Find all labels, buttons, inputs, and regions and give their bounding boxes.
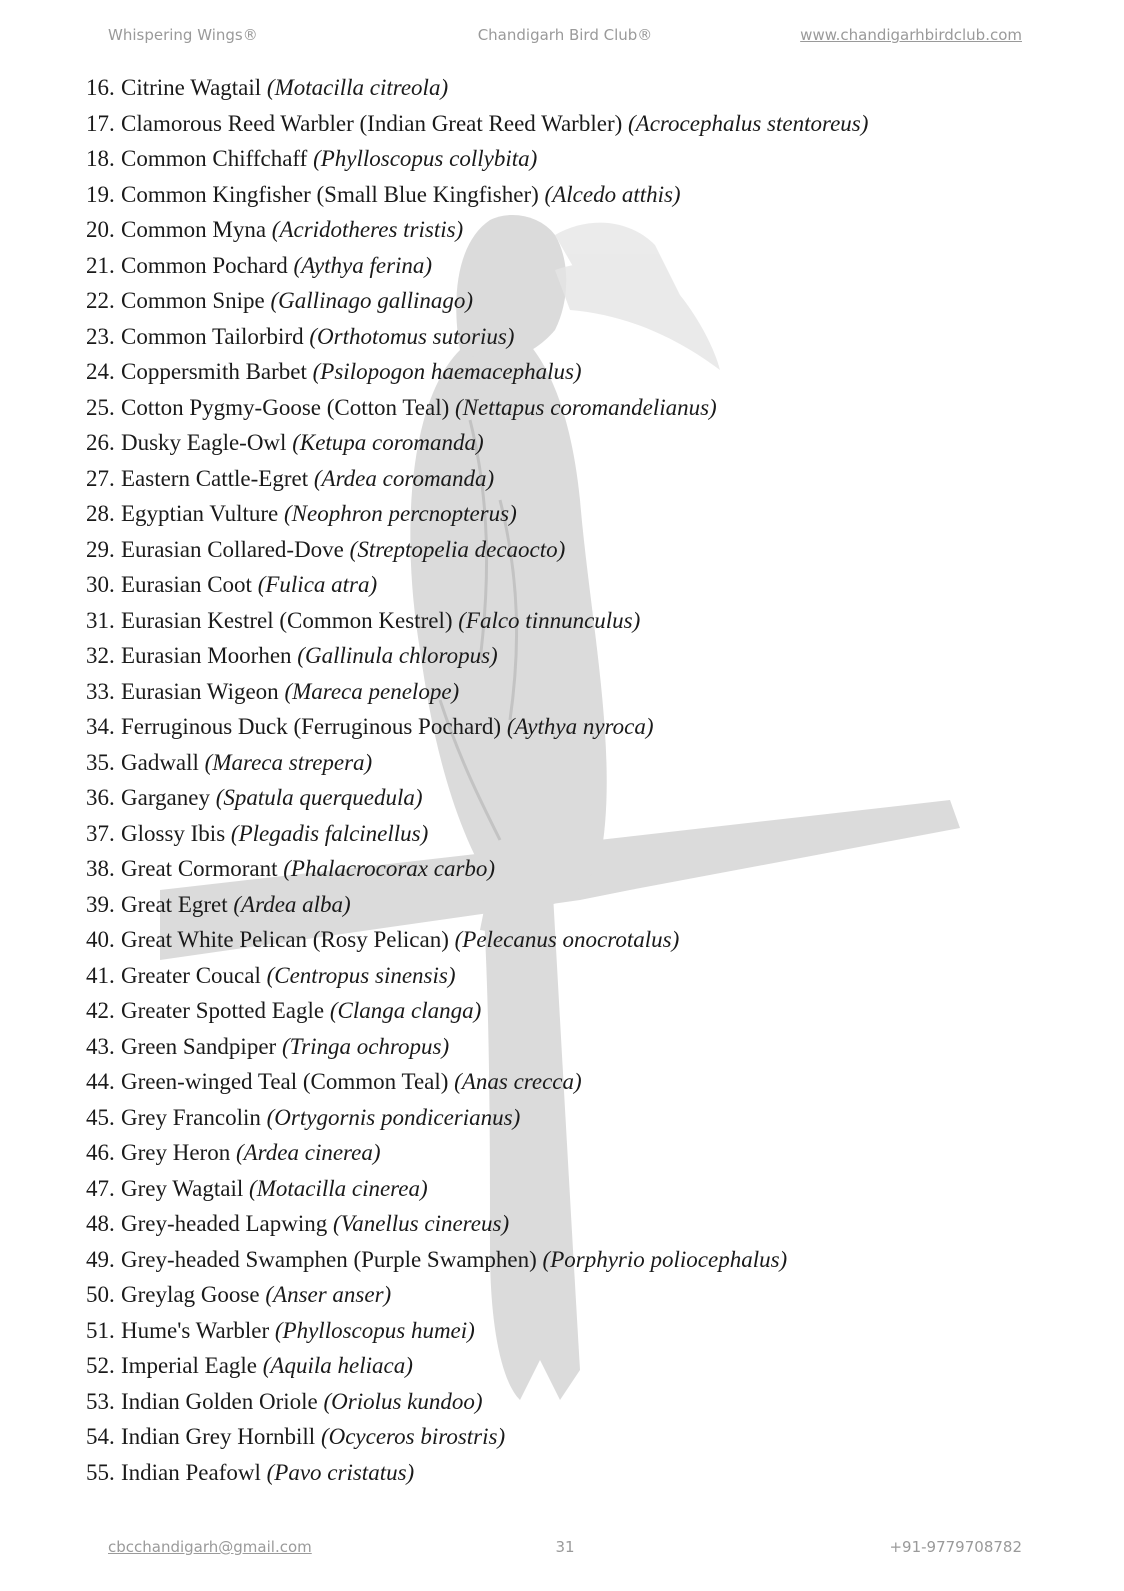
list-item <box>86 390 1086 426</box>
item-number: 45. <box>86 1104 115 1130</box>
common-name: Glossy Ibis <box>121 820 226 846</box>
scientific-name: (Mareca penelope) <box>284 678 460 704</box>
item-number: 22. <box>86 288 115 313</box>
scientific-name: (Acrocephalus stentoreus) <box>628 110 869 136</box>
list-item <box>86 461 1086 497</box>
scientific-name: (Ortygornis pondicerianus) <box>266 1104 521 1130</box>
item-number: 35. <box>86 749 115 775</box>
scientific-name: (Phylloscopus humei) <box>274 1317 475 1343</box>
item-number: 21. <box>86 252 115 278</box>
common-name: Indian Grey Hornbill <box>121 1424 316 1449</box>
list-item <box>86 141 1086 177</box>
item-number: 19. <box>86 181 115 207</box>
item-number: 31. <box>86 607 115 633</box>
bird-species-list <box>86 70 1086 1490</box>
common-name: Grey Francolin <box>121 1104 261 1130</box>
common-name: Greater Coucal <box>121 962 261 988</box>
header-website-link[interactable]: www.chandigarhbirdclub.com <box>800 26 1022 44</box>
scientific-name: (Aythya ferina) <box>293 252 433 278</box>
list-item <box>86 1171 1086 1207</box>
list-item <box>86 248 1086 284</box>
scientific-name: (Aquila heliaca) <box>262 1353 413 1378</box>
scientific-name: (Nettapus coromandelianus) <box>455 394 717 420</box>
scientific-name: (Gallinula chloropus) <box>297 643 498 668</box>
item-number: 30. <box>86 572 115 597</box>
item-number: 41. <box>86 962 115 988</box>
common-name: Eurasian Wigeon <box>121 678 279 704</box>
scientific-name: (Ketupa coromanda) <box>292 430 484 455</box>
common-name: Greater Spotted Eagle <box>121 998 325 1023</box>
list-item <box>86 1313 1086 1349</box>
item-number: 38. <box>86 856 115 881</box>
scientific-name: (Pelecanus onocrotalus) <box>454 927 680 952</box>
list-item <box>86 1384 1086 1420</box>
common-name: Common Kingfisher (Small Blue Kingfisher) <box>121 181 539 207</box>
list-item <box>86 887 1086 923</box>
common-name: Grey Wagtail <box>121 1175 244 1201</box>
common-name: Coppersmith Barbet <box>121 359 307 384</box>
item-number: 40. <box>86 927 115 952</box>
scientific-name: (Psilopogon haemacephalus) <box>312 359 582 384</box>
scientific-name: (Aythya nyroca) <box>506 714 654 739</box>
list-item <box>86 1348 1086 1384</box>
item-number: 26. <box>86 430 115 455</box>
common-name: Clamorous Reed Warbler (Indian Great Reed Warbler) <box>121 110 623 136</box>
list-item <box>86 1135 1086 1171</box>
list-item <box>86 958 1086 994</box>
scientific-name: (Ardea cinerea) <box>235 1140 381 1165</box>
list-item <box>86 745 1086 781</box>
list-item <box>86 1029 1086 1065</box>
common-name: Common Myna <box>121 217 267 242</box>
scientific-name: (Porphyrio poliocephalus) <box>542 1246 788 1272</box>
scientific-name: (Anser anser) <box>265 1282 392 1307</box>
common-name: Great White Pelican (Rosy Pelican) <box>121 927 449 952</box>
list-item <box>86 283 1086 319</box>
common-name: Citrine Wagtail <box>121 75 262 100</box>
scientific-name: (Spatula querquedula) <box>215 785 423 810</box>
scientific-name: (Fulica atra) <box>257 572 378 597</box>
item-number: 33. <box>86 678 115 704</box>
item-number: 16. <box>86 75 115 100</box>
scientific-name: (Mareca strepera) <box>204 749 373 775</box>
scientific-name: (Ocyceros birostris) <box>320 1424 506 1449</box>
item-number: 23. <box>86 323 115 349</box>
common-name: Great Egret <box>121 891 228 917</box>
item-number: 52. <box>86 1353 115 1378</box>
list-item <box>86 532 1086 568</box>
item-number: 36. <box>86 785 115 810</box>
header-club-name: Chandigarh Bird Club® <box>477 26 653 44</box>
item-number: 49. <box>86 1246 115 1272</box>
page-footer <box>108 1538 1022 1562</box>
common-name: Eurasian Moorhen <box>121 643 292 668</box>
item-number: 25. <box>86 394 115 420</box>
list-item <box>86 425 1086 461</box>
common-name: Eurasian Kestrel (Common Kestrel) <box>121 607 453 633</box>
common-name: Gadwall <box>121 749 199 775</box>
scientific-name: (Oriolus kundoo) <box>323 1388 483 1414</box>
item-number: 24. <box>86 359 115 384</box>
common-name: Greylag Goose <box>121 1282 260 1307</box>
common-name: Common Chiffchaff <box>121 146 308 171</box>
header-publication-title: Whispering Wings® <box>108 26 258 44</box>
item-number: 18. <box>86 146 115 171</box>
scientific-name: (Orthotomus sutorius) <box>309 323 515 349</box>
page-header <box>108 26 1022 50</box>
item-number: 42. <box>86 998 115 1023</box>
common-name: Dusky Eagle-Owl <box>121 430 287 455</box>
scientific-name: (Anas crecca) <box>454 1069 582 1094</box>
item-number: 44. <box>86 1069 115 1094</box>
list-item <box>86 1206 1086 1242</box>
scientific-name: (Alcedo atthis) <box>544 181 681 207</box>
list-item <box>86 851 1086 887</box>
list-item <box>86 674 1086 710</box>
list-item <box>86 496 1086 532</box>
common-name: Grey-headed Lapwing <box>121 1211 328 1236</box>
scientific-name: (Clanga clanga) <box>329 998 482 1023</box>
item-number: 28. <box>86 501 115 526</box>
item-number: 43. <box>86 1033 115 1059</box>
scientific-name: (Centropus sinensis) <box>266 962 456 988</box>
item-number: 54. <box>86 1424 115 1449</box>
scientific-name: (Phylloscopus collybita) <box>313 146 538 171</box>
common-name: Grey-headed Swamphen (Purple Swamphen) <box>121 1246 537 1272</box>
common-name: Green Sandpiper <box>121 1033 277 1059</box>
item-number: 32. <box>86 643 115 668</box>
common-name: Common Pochard <box>121 252 288 278</box>
scientific-name: (Phalacrocorax carbo) <box>283 856 496 881</box>
list-item <box>86 212 1086 248</box>
list-item <box>86 567 1086 603</box>
common-name: Garganey <box>121 785 210 810</box>
common-name: Ferruginous Duck (Ferruginous Pochard) <box>121 714 502 739</box>
common-name: Eastern Cattle-Egret <box>121 465 309 491</box>
common-name: Imperial Eagle <box>121 1353 258 1378</box>
list-item <box>86 177 1086 213</box>
list-item <box>86 1100 1086 1136</box>
scientific-name: (Tringa ochropus) <box>281 1033 450 1059</box>
scientific-name: (Streptopelia decaocto) <box>349 536 566 562</box>
page-number: 31 <box>555 1538 575 1556</box>
list-item <box>86 603 1086 639</box>
item-number: 53. <box>86 1388 115 1414</box>
item-number: 55. <box>86 1459 115 1485</box>
scientific-name: (Pavo cristatus) <box>266 1459 415 1485</box>
scientific-name: (Gallinago gallinago) <box>270 288 474 313</box>
scientific-name: (Ardea alba) <box>233 891 351 917</box>
list-item <box>86 816 1086 852</box>
scientific-name: (Motacilla cinerea) <box>249 1175 428 1201</box>
common-name: Great Cormorant <box>121 856 278 881</box>
item-number: 47. <box>86 1175 115 1201</box>
list-item <box>86 1455 1086 1491</box>
item-number: 20. <box>86 217 115 242</box>
scientific-name: (Motacilla citreola) <box>266 75 449 100</box>
common-name: Eurasian Coot <box>121 572 252 597</box>
list-item <box>86 319 1086 355</box>
scientific-name: (Neophron percnopterus) <box>284 501 517 526</box>
list-item <box>86 709 1086 745</box>
item-number: 37. <box>86 820 115 846</box>
common-name: Indian Golden Oriole <box>121 1388 318 1414</box>
common-name: Indian Peafowl <box>121 1459 261 1485</box>
scientific-name: (Ardea coromanda) <box>313 465 495 491</box>
item-number: 17. <box>86 110 115 136</box>
item-number: 34. <box>86 714 115 739</box>
common-name: Green-winged Teal (Common Teal) <box>121 1069 449 1094</box>
common-name: Common Snipe <box>121 288 265 313</box>
item-number: 46. <box>86 1140 115 1165</box>
list-item <box>86 354 1086 390</box>
footer-email-link[interactable]: cbcchandigarh@gmail.com <box>108 1538 312 1556</box>
list-item <box>86 638 1086 674</box>
scientific-name: (Plegadis falcinellus) <box>230 820 429 846</box>
common-name: Hume's Warbler <box>121 1317 270 1343</box>
common-name: Egyptian Vulture <box>121 501 279 526</box>
item-number: 39. <box>86 891 115 917</box>
common-name: Eurasian Collared-Dove <box>121 536 344 562</box>
item-number: 48. <box>86 1211 115 1236</box>
list-item <box>86 70 1086 106</box>
common-name: Grey Heron <box>121 1140 231 1165</box>
common-name: Common Tailorbird <box>121 323 304 349</box>
scientific-name: (Vanellus cinereus) <box>333 1211 510 1236</box>
list-item <box>86 1064 1086 1100</box>
scientific-name: (Falco tinnunculus) <box>458 607 641 633</box>
item-number: 51. <box>86 1317 115 1343</box>
scientific-name: (Acridotheres tristis) <box>271 217 464 242</box>
common-name: Cotton Pygmy-Goose (Cotton Teal) <box>121 394 450 420</box>
list-item <box>86 922 1086 958</box>
footer-phone: +91-9779708782 <box>889 1538 1022 1556</box>
list-item <box>86 1242 1086 1278</box>
list-item <box>86 1277 1086 1313</box>
list-item <box>86 780 1086 816</box>
item-number: 29. <box>86 536 115 562</box>
list-item <box>86 993 1086 1029</box>
item-number: 27. <box>86 465 115 491</box>
list-item <box>86 1419 1086 1455</box>
item-number: 50. <box>86 1282 115 1307</box>
list-item <box>86 106 1086 142</box>
